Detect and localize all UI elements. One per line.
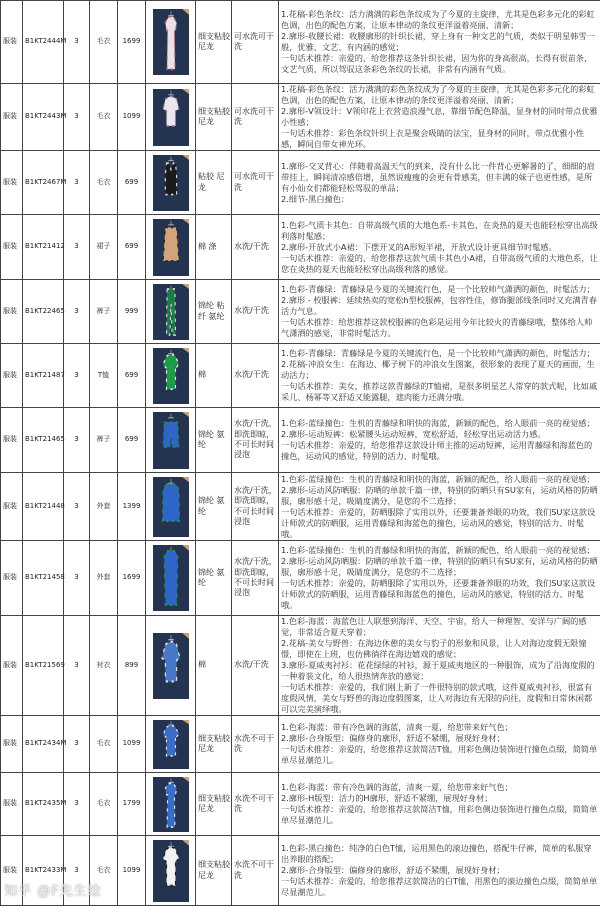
type-cell: 衬衣 bbox=[90, 616, 118, 716]
description-cell bbox=[279, 280, 600, 344]
description-line: 一句话术推荐：彩色条纹针织上衣是聚会吸睛的法宝，显身材的同时，带点优雅小性感，瞬间自带女神光环。 bbox=[281, 128, 598, 150]
type-cell: 毛衣 bbox=[90, 84, 118, 151]
care-cell: 可水洗可干洗 bbox=[232, 1, 279, 84]
description-line: 2.廓形-合身版型：偏修身的廓形，舒适不紧绷，展现好身材； bbox=[281, 733, 598, 744]
quantity-cell: 3 bbox=[64, 215, 90, 280]
quantity-cell: 3 bbox=[64, 616, 90, 716]
table-row bbox=[1, 84, 600, 151]
price-cell: 1699 bbox=[118, 1, 146, 84]
fabric-cell: 细支粘胶尼龙 bbox=[196, 836, 232, 906]
description-line: 1.色彩-海蓝：海蓝色让人联想到海洋、天空、宇宙，给人一种理智、安详与广阔的感觉，非常适合夏天穿着； bbox=[281, 616, 598, 638]
quantity-cell: 3 bbox=[64, 836, 90, 906]
care-cell: 水洗/干洗 bbox=[232, 215, 279, 280]
sku-cell: B1KT21458 bbox=[23, 541, 64, 616]
fabric-cell: 棉 bbox=[196, 616, 232, 716]
sku-cell: B1KT22465 bbox=[23, 280, 64, 344]
description-line: 2.细节-黑白撞色： bbox=[281, 194, 598, 205]
product-image bbox=[146, 716, 196, 773]
description-line: 一句话术推荐：亲爱的，给您推荐这款简洁T恤，用彩色侧边装饰进行撞色点缀，简简单单尽显潮范儿。 bbox=[281, 744, 598, 766]
sku-cell: B1KT2443M bbox=[23, 84, 64, 151]
description-line: 3.廓形-夏威夷衬衫：花花绿绿的衬衫，源于夏威夷地区的一种服饰，成为了沿海度假的一种着装文化，给人很热情奔放的感觉； bbox=[281, 660, 598, 682]
table-row bbox=[1, 280, 600, 344]
description-line: 1.色彩-青藤绿：青藤绿是今夏的关键流行色，是一个比较帅气潇洒的颜色，时髦活力； bbox=[281, 348, 598, 359]
description-line: 一句话术推荐：亲爱的，我们刚上新了一件很特别的款式哦，这件夏威夷衬衫，很富有度假风情，美女与野兽的海边度假图案，让人对海边有无限的向往，度假和日常休闲都可以完美演绎哦。 bbox=[281, 682, 598, 715]
care-cell: 水洗/干洗 bbox=[232, 616, 279, 716]
table-row bbox=[1, 616, 600, 716]
product-image bbox=[146, 151, 196, 215]
garment-photo-icon bbox=[153, 412, 189, 469]
fabric-cell: 锦纶 氨纶 bbox=[196, 473, 232, 541]
category-cell: 服装 bbox=[1, 215, 23, 280]
watermark: 知乎 @F先生绘 bbox=[4, 884, 102, 899]
table-row bbox=[1, 151, 600, 215]
table-row bbox=[1, 716, 600, 773]
quantity-cell: 3 bbox=[64, 1, 90, 84]
price-cell: 899 bbox=[118, 616, 146, 716]
table-row bbox=[1, 1, 600, 84]
sku-cell: B1KT2435M bbox=[23, 773, 64, 836]
care-cell: 水洗/干洗 bbox=[232, 280, 279, 344]
price-cell: 1099 bbox=[118, 84, 146, 151]
description-line: 2.廓形-H版型：活力的H廓形，舒适不紧绷，展现好身材； bbox=[281, 793, 598, 804]
description-cell bbox=[279, 408, 600, 473]
description-line: 2.花稿-冲浪女生：在海边、椰子树下的冲浪女生图案，很形象的表现了夏天的画面，生动活力； bbox=[281, 359, 598, 381]
type-cell: 毛衣 bbox=[90, 836, 118, 906]
price-cell: 999 bbox=[118, 280, 146, 344]
description-line: 2.廓形-V领设计：V领印花上衣营造浪漫气息，靠细节配色降温，显身材的同时带点优雅小性感； bbox=[281, 106, 598, 128]
quantity-cell: 3 bbox=[64, 716, 90, 773]
quantity-cell: 3 bbox=[64, 344, 90, 408]
description-cell bbox=[279, 215, 600, 280]
price-cell: 699 bbox=[118, 408, 146, 473]
price-cell: 1099 bbox=[118, 836, 146, 906]
description-line: 2.廓形-运动风防晒服：防晒的单款千篇一律，特别的防晒只有SU家有，运动风格的防晒服，廓形感十足，吸睛度满分，是您的不二选择； bbox=[281, 556, 598, 578]
category-cell: 服装 bbox=[1, 408, 23, 473]
description-cell bbox=[279, 616, 600, 716]
price-cell: 1099 bbox=[118, 716, 146, 773]
description-line: 2.花稿-美女与野兽：在海边休憩的美女与豹子的形象和风景，让人对海边度假无限憧憬，即使在上班，也仿佛徜徉在海边嬉戏的感觉； bbox=[281, 638, 598, 660]
product-image bbox=[146, 616, 196, 716]
type-cell: 毛衣 bbox=[90, 773, 118, 836]
garment-photo-icon bbox=[153, 633, 189, 699]
description-line: 2.廓形-开放式小A裙：下摆开叉的A形短半裙，开放式设计更具细节时髦感。 bbox=[281, 242, 598, 253]
description-line: 1.色彩-气质卡其色：自带高级气质的大地色系-卡其色，在炎热的夏天也能轻松穿出高级利落时髦感； bbox=[281, 220, 598, 242]
category-cell: 服装 bbox=[1, 773, 23, 836]
quantity-cell: 3 bbox=[64, 151, 90, 215]
description-cell bbox=[279, 541, 600, 616]
table-row bbox=[1, 344, 600, 408]
description-line: 2.廓形 - 校服裤：延续热卖的宽松h型校服裤，包容性佳，修饰腿部线条同时又充满青春活力气息。 bbox=[281, 295, 598, 317]
fabric-cell: 锦纶 粘纤 氨纶 bbox=[196, 280, 232, 344]
table-row bbox=[1, 836, 600, 906]
description-cell bbox=[279, 344, 600, 408]
product-image bbox=[146, 280, 196, 344]
care-cell: 可水洗可干洗 bbox=[232, 151, 279, 215]
sku-cell: B1KT2433M bbox=[23, 836, 64, 906]
description-line: 1.色彩-蓝绿撞色：生机的青藤绿和明快的海蓝，新颖的配色，给人眼前一亮的视觉感； bbox=[281, 418, 598, 429]
fabric-cell: 锦纶 氨纶 bbox=[196, 541, 232, 616]
description-line: 1.花稿-彩色条纹：活力满满的彩色条纹成为了今夏的主旋律，尤其是色彩多元化的彩虹色调，出色的配色方案，让原本律动的条纹更洋溢着亮丽、清新； bbox=[281, 9, 598, 31]
table-row bbox=[1, 541, 600, 616]
care-cell: 水洗不可干洗 bbox=[232, 716, 279, 773]
category-cell: 服装 bbox=[1, 1, 23, 84]
care-cell: 水洗/干洗，即洗即晾，不可长时间浸泡 bbox=[232, 541, 279, 616]
sku-cell: B1KT21448 bbox=[23, 473, 64, 541]
care-cell: 水洗/干洗，即洗即晾，不可长时间浸泡 bbox=[232, 473, 279, 541]
price-cell: 699 bbox=[118, 151, 146, 215]
category-cell: 服装 bbox=[1, 280, 23, 344]
description-line: 1.色彩-蓝绿撞色：生机的青藤绿和明快的海蓝，新颖的配色，给人眼前一亮的视觉感； bbox=[281, 545, 598, 556]
product-image bbox=[146, 473, 196, 541]
garment-photo-icon bbox=[153, 219, 189, 276]
description-cell bbox=[279, 473, 600, 541]
category-cell: 服装 bbox=[1, 84, 23, 151]
garment-photo-icon bbox=[153, 840, 189, 902]
table-row bbox=[1, 215, 600, 280]
description-line: 一句话术推荐：亲爱的，防晒服除了实用以外，还要兼备养眼的功效，我们SU家这款设计师款式的防晒服，运用青藤绿和海蓝色的撞色，运动风的感觉，特别的活力、时髦哦。 bbox=[281, 507, 598, 540]
fabric-cell: 锦纶 氨纶 bbox=[196, 408, 232, 473]
care-cell: 水洗/干洗 bbox=[232, 344, 279, 408]
garment-photo-icon bbox=[153, 348, 189, 404]
description-line: 一句话术推荐：亲爱的，给您推荐这款设计师主推的运动短裤，运用青藤绿和海蓝色的撞色，运动风的感觉，特别的活力、时髦哦。 bbox=[281, 440, 598, 462]
quantity-cell: 3 bbox=[64, 473, 90, 541]
sku-cell: B1KT2444M bbox=[23, 1, 64, 84]
description-line: 1.花稿-彩色条纹：活力满满的彩色条纹成为了今夏的主旋律，尤其是色彩多元化的彩虹色调，出色的配色方案，让原本律动的条纹更洋溢着亮丽、清新； bbox=[281, 84, 598, 106]
price-cell: 1799 bbox=[118, 773, 146, 836]
type-cell: 外套 bbox=[90, 473, 118, 541]
fabric-cell: 棉 涤 bbox=[196, 215, 232, 280]
category-cell: 服装 bbox=[1, 716, 23, 773]
category-cell: 服装 bbox=[1, 836, 23, 906]
category-cell: 服装 bbox=[1, 151, 23, 215]
category-cell: 服装 bbox=[1, 473, 23, 541]
price-cell: 1399 bbox=[118, 473, 146, 541]
description-line: 1.色彩-青藤绿：青藤绿是今夏的关键流行色，是一个比较帅气潇洒的颜色，时髦活力； bbox=[281, 284, 598, 295]
sku-cell: B1KT2434M bbox=[23, 716, 64, 773]
table-row bbox=[1, 408, 600, 473]
garment-photo-icon bbox=[153, 720, 189, 769]
category-cell: 服装 bbox=[1, 616, 23, 716]
garment-photo-icon bbox=[153, 284, 189, 340]
fabric-cell: 细支粘胶尼龙 bbox=[196, 716, 232, 773]
garment-photo-icon bbox=[153, 89, 189, 146]
type-cell: 裙子 bbox=[90, 215, 118, 280]
care-cell: 水洗不可干洗 bbox=[232, 773, 279, 836]
description-line: 一句话术推荐：美女，推荐这款青藤绿的T恤裙，是很多明星艺人常穿的款式呢，比如戚采儿、杨幂等又舒适又能露腿，遮肉能力还满分哦。 bbox=[281, 381, 598, 403]
quantity-cell: 3 bbox=[64, 408, 90, 473]
garment-photo-icon bbox=[153, 545, 189, 611]
category-cell: 服装 bbox=[1, 344, 23, 408]
description-cell bbox=[279, 1, 600, 84]
product-image bbox=[146, 344, 196, 408]
fabric-cell: 细支粘胶尼龙 bbox=[196, 84, 232, 151]
product-image bbox=[146, 215, 196, 280]
care-cell: 水洗/干洗，即洗即晾，不可长时间浸泡 bbox=[232, 408, 279, 473]
care-cell: 可水洗可干洗 bbox=[232, 84, 279, 151]
description-line: 1.色彩-黑白撞色：纯净的白色T恤，运用黑色的滚边撞色，搭配牛仔裤，简单的私服穿出养眼的搭配； bbox=[281, 843, 598, 865]
description-cell bbox=[279, 84, 600, 151]
description-line: 一句话术推荐：给您推荐这款校服裤的色彩是运用今年比较火的青藤绿哦，整体给人帅气潇洒的感觉，非常时髦活力。 bbox=[281, 317, 598, 339]
care-cell: 水洗不可干洗 bbox=[232, 836, 279, 906]
type-cell: 裤子 bbox=[90, 408, 118, 473]
quantity-cell: 3 bbox=[64, 84, 90, 151]
description-line: 2.廓形-运动短裤：松紧腰头运动短裤，宽松舒适，轻松穿出运动活力感。 bbox=[281, 429, 598, 440]
description-line: 1.色彩-海蓝：带有冷色调的海蓝，清爽一夏，给您带来好气色； bbox=[281, 722, 598, 733]
price-cell: 699 bbox=[118, 344, 146, 408]
product-image bbox=[146, 84, 196, 151]
sku-cell: B1KT21487 bbox=[23, 344, 64, 408]
product-image bbox=[146, 1, 196, 84]
sku-cell: B1KT21465 bbox=[23, 408, 64, 473]
description-cell bbox=[279, 716, 600, 773]
quantity-cell: 3 bbox=[64, 541, 90, 616]
description-line: 1.色彩-蓝绿撞色：生机的青藤绿和明快的海蓝，新颖的配色，给人眼前一亮的视觉感； bbox=[281, 474, 598, 485]
description-line: 1.色彩-海蓝：带有冷色调的海蓝，清爽一夏，给您带来好气色； bbox=[281, 782, 598, 793]
description-line: 2.廓形-运动风防晒服：防晒的单款千篇一律，特别的防晒只有SU家有，运动风格的防晒服，廓形感十足，吸睛度满分，是您的不二选择； bbox=[281, 485, 598, 507]
price-cell: 1699 bbox=[118, 541, 146, 616]
type-cell: 裤子 bbox=[90, 280, 118, 344]
product-image bbox=[146, 836, 196, 906]
garment-photo-icon bbox=[153, 9, 189, 75]
quantity-cell: 3 bbox=[64, 280, 90, 344]
table-row bbox=[1, 473, 600, 541]
garment-photo-icon bbox=[153, 777, 189, 832]
price-cell: 699 bbox=[118, 215, 146, 280]
description-line: 1.廓形-交叉背心：伴随着高温天气的到来，没有什么比一件背心更解暑的了，细细的肩带挂上，瞬间清凉感倍增，虽然说瘦瘦的会更有骨感美，但丰满的妹子也更性感，是所有小仙女们都能轻松驾驭的单品； bbox=[281, 161, 598, 194]
category-cell: 服装 bbox=[1, 541, 23, 616]
product-image bbox=[146, 773, 196, 836]
description-line: 2.廓形-收腰长裙：收腰廓形的针织长裙，穿上身有一种文艺的气质，类似于明星韩雪一般，优雅、文艺、有内涵的感觉； bbox=[281, 31, 598, 53]
description-line: 2.廓形-合身版型：偏修身的廓形，舒适不紧绷，展现好身材； bbox=[281, 865, 598, 876]
product-image bbox=[146, 408, 196, 473]
sku-cell: B1KT21569 bbox=[23, 616, 64, 716]
quantity-cell: 3 bbox=[64, 773, 90, 836]
sku-cell: B1KT2467M bbox=[23, 151, 64, 215]
type-cell: 毛衣 bbox=[90, 151, 118, 215]
fabric-cell: 细支粘胶尼龙 bbox=[196, 1, 232, 84]
sku-cell: B1KT21412 bbox=[23, 215, 64, 280]
type-cell: 毛衣 bbox=[90, 1, 118, 84]
product-image bbox=[146, 541, 196, 616]
fabric-cell: 细支粘胶尼龙 bbox=[196, 773, 232, 836]
fabric-cell: 粘胶 尼龙 bbox=[196, 151, 232, 215]
type-cell: 毛衣 bbox=[90, 716, 118, 773]
description-line: 一句话术推荐：亲爱的，给您推荐这款简洁T恤，用彩色侧边装饰进行撞色点缀，简简单单尽显潮范儿。 bbox=[281, 804, 598, 826]
description-cell bbox=[279, 773, 600, 836]
type-cell: T恤 bbox=[90, 344, 118, 408]
description-line: 一句话术推荐：亲爱的，防晒服除了实用以外，还要兼备养眼的功效，我们SU家这款设计师款式的防晒服，运用青藤绿和海蓝色的撞色，运动风的感觉，特别的活力、时髦哦。 bbox=[281, 578, 598, 611]
description-cell bbox=[279, 151, 600, 215]
type-cell: 外套 bbox=[90, 541, 118, 616]
table-row bbox=[1, 773, 600, 836]
garment-photo-icon bbox=[153, 155, 189, 211]
description-line: 一句话术推荐：亲爱的，给您推荐这款气质卡其色小A裙，自带高级气质的大地色系，让您在炎热的夏天也能轻松穿出高级利落的感觉。 bbox=[281, 253, 598, 275]
fabric-cell: 棉 bbox=[196, 344, 232, 408]
garment-photo-icon bbox=[153, 477, 189, 537]
description-line: 一句话术推荐：亲爱的，给您推荐这款简洁的白T恤，用黑色的滚边撞色点缀，简简单单尽显潮范儿。 bbox=[281, 876, 598, 898]
description-line: 一句话术推荐：亲爱的，给您推荐这条针织长裙，因为你的身高很高，长得有很苗条，文艺气质，所以驾驭这条彩色条纹的长裙，非常有内涵有气质。 bbox=[281, 53, 598, 75]
description-cell bbox=[279, 836, 600, 906]
